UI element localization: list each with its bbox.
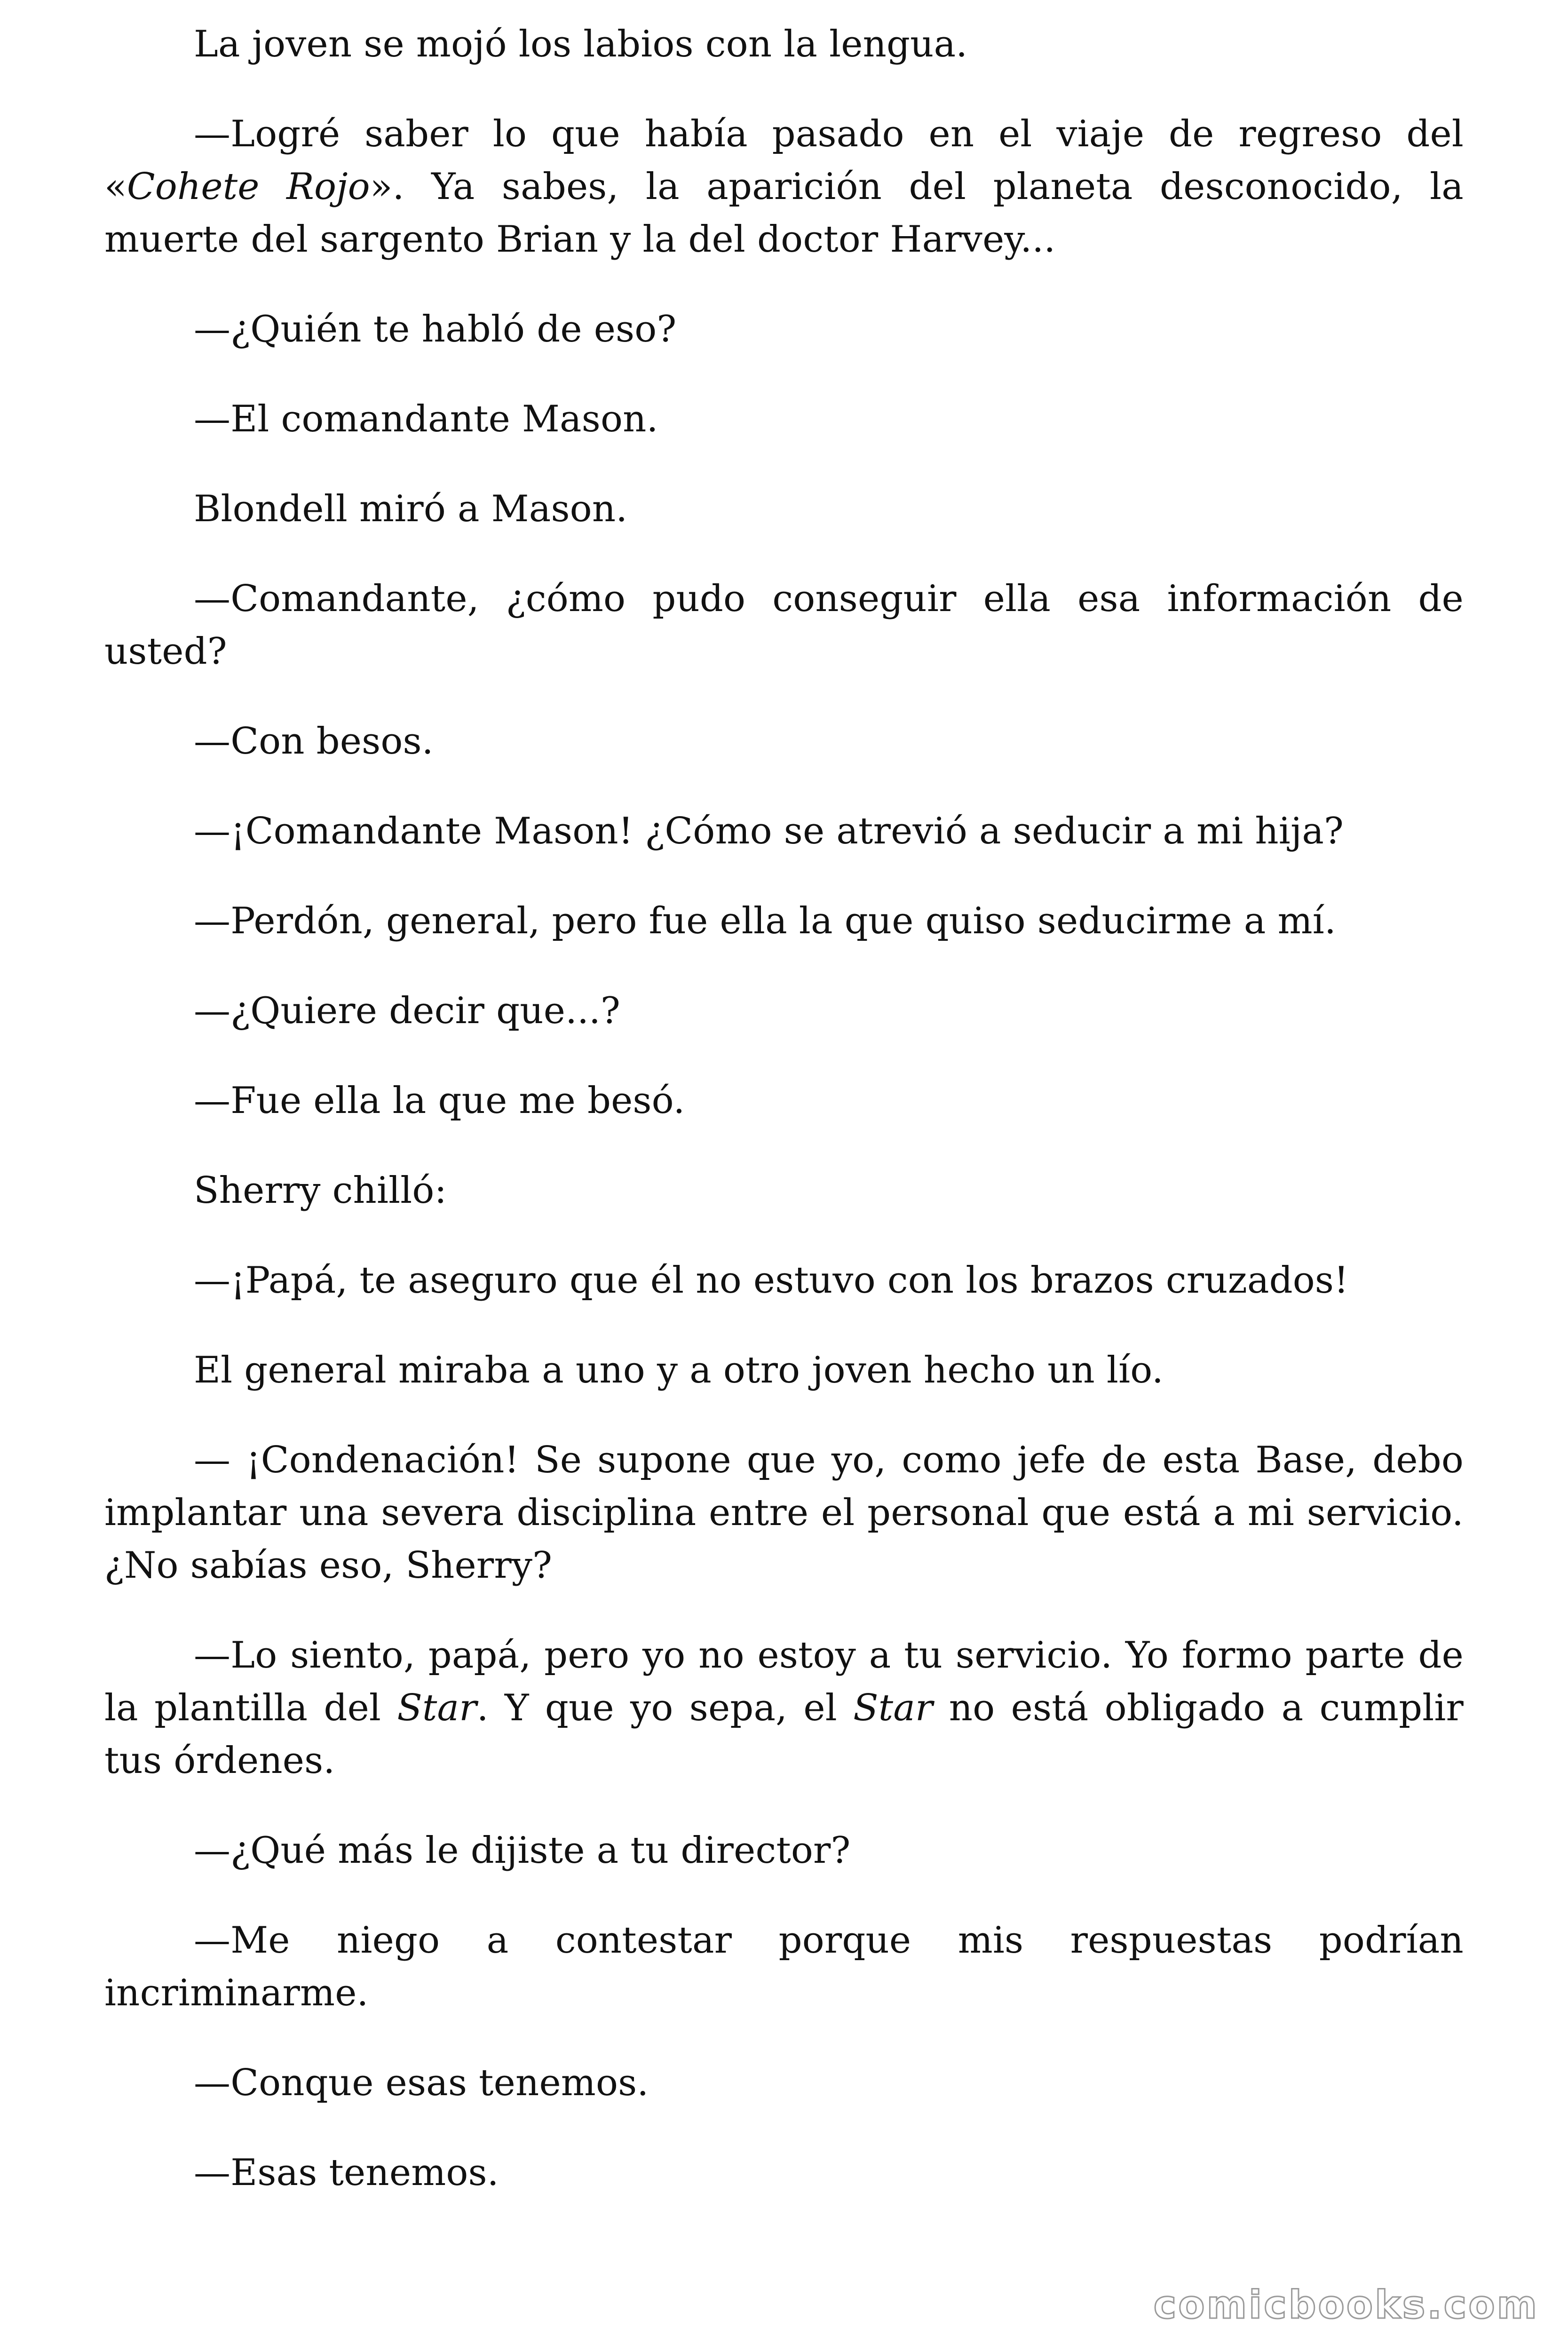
paragraph: —Conque esas tenemos.: [194, 2062, 649, 2104]
italic-title: Cohete Rojo: [127, 166, 370, 208]
book-page: [104, 18, 1464, 2236]
paragraph: —¡Comandante Mason! ¿Cómo se atrevió a seducir a mi hija?: [194, 810, 1344, 852]
paragraph: —Lo siento, papá, pero yo no estoy a tu servicio. Yo formo parte de la plantilla del Star. Y que yo sepa, el Star no está obligado a cumplir tus órdenes.: [104, 1634, 1464, 1782]
paragraph: —Perdón, general, pero fue ella la que quiso seducirme a mí.: [194, 900, 1336, 942]
italic-title: Star: [397, 1687, 477, 1729]
paragraph: — ¡Condenación! Se supone que yo, como jefe de esta Base, debo implantar una severa disciplina entre el personal que está a mi servicio. ¿No sabías eso, Sherry?: [104, 1439, 1464, 1587]
paragraph: —Fue ella la que me besó.: [194, 1080, 685, 1122]
paragraph: Blondell miró a Mason.: [194, 488, 628, 530]
paragraph: —Con besos.: [194, 720, 434, 763]
paragraph: —Comandante, ¿cómo pudo conseguir ella esa información de usted?: [104, 578, 1464, 673]
paragraph: El general miraba a uno y a otro joven hecho un lío.: [194, 1349, 1164, 1391]
paragraph: —Esas tenemos.: [194, 2152, 499, 2194]
paragraph: —¿Qué más le dijiste a tu director?: [194, 1829, 851, 1872]
italic-title: Star: [853, 1687, 933, 1729]
paragraph: —Me niego a contestar porque mis respuestas podrían incriminarme.: [104, 1919, 1464, 2014]
paragraph: —El comandante Mason.: [194, 398, 658, 440]
paragraph: La joven se mojó los labios con la lengua.: [194, 23, 968, 65]
paragraph: —¡Papá, te aseguro que él no estuvo con los brazos cruzados!: [194, 1259, 1349, 1302]
paragraph: —Logré saber lo que había pasado en el viaje de regreso del «Cohete Rojo». Ya sabes, la aparición del planeta desconocido, la muerte del sargento Brian y la del doctor Harvey...: [104, 113, 1464, 261]
paragraph: Sherry chilló:: [194, 1169, 447, 1212]
paragraph: —¿Quién te habló de eso?: [194, 308, 677, 350]
paragraph: —¿Quiere decir que...?: [194, 990, 621, 1032]
watermark-logo: comicbooks.com: [1153, 2283, 1539, 2328]
